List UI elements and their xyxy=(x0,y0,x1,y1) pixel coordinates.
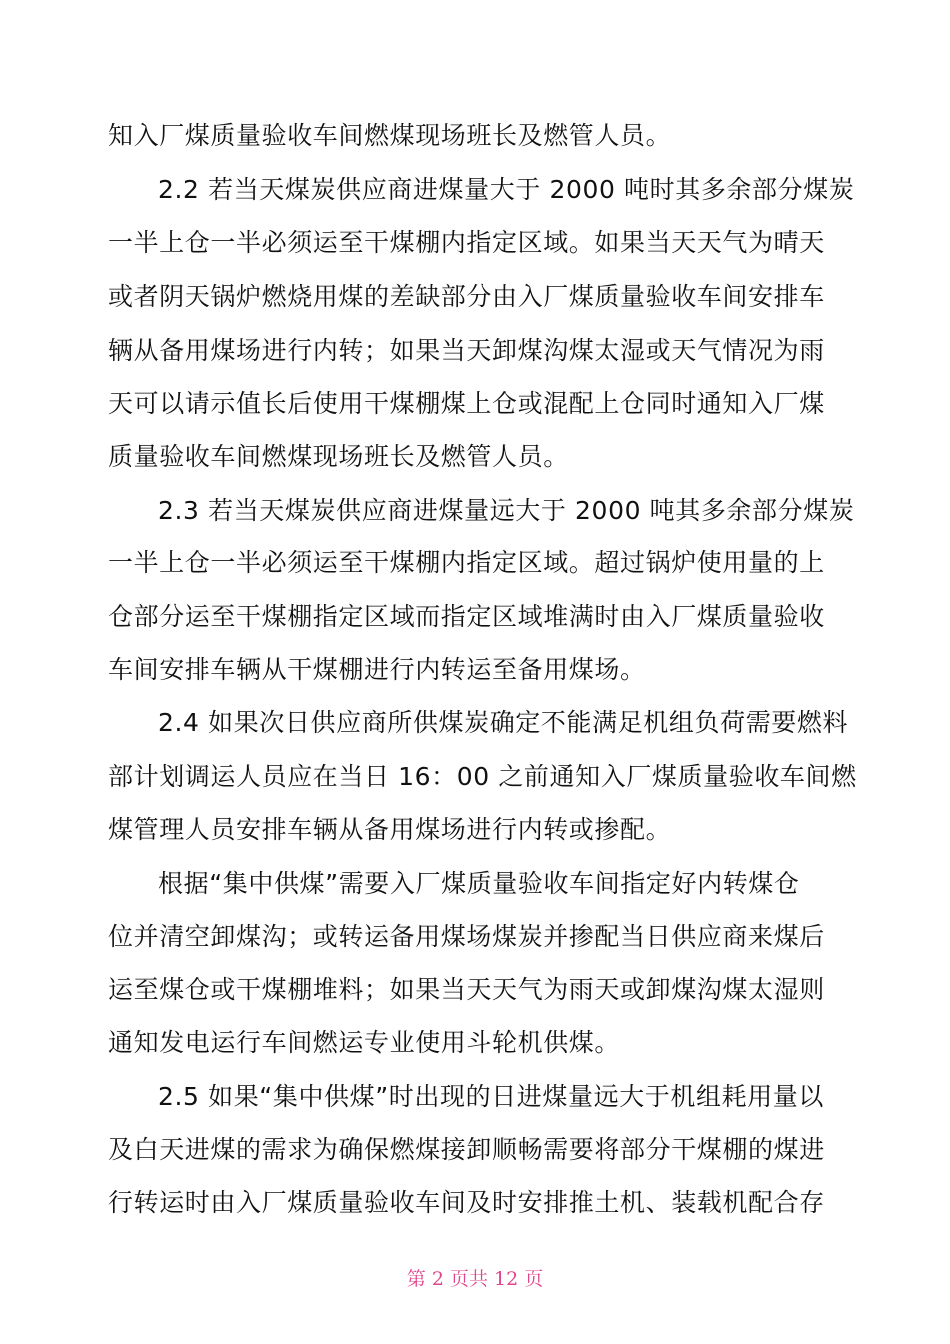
text-line: 根据“集中供煤”需要入厂煤质量验收车间指定好内转煤仓 xyxy=(158,869,800,898)
text-line: 2.2 若当天煤炭供应商进煤量大于 2000 吨时其多余部分煤炭 xyxy=(158,175,855,204)
text-line: 煤管理人员安排车辆从备用煤场进行内转或掺配。 xyxy=(108,815,672,844)
text-line: 车间安排车辆从干煤棚进行内转运至备用煤场。 xyxy=(108,655,646,684)
text-line: 及白天进煤的需求为确保燃煤接卸顺畅需要将部分干煤棚的煤进 xyxy=(108,1135,825,1164)
text-line: 行转运时由入厂煤质量验收车间及时安排推土机、装载机配合存 xyxy=(108,1188,825,1217)
text-line: 知入厂煤质量验收车间燃煤现场班长及燃管人员。 xyxy=(108,121,672,150)
text-line: 一半上仓一半必须运至干煤棚内指定区域。超过锅炉使用量的上 xyxy=(108,548,825,577)
text-line: 2.4 如果次日供应商所供煤炭确定不能满足机组负荷需要燃料 xyxy=(158,708,849,737)
text-line: 通知发电运行车间燃运专业使用斗轮机供煤。 xyxy=(108,1028,621,1057)
text-line: 部计划调运人员应在当日 16：00 之前通知入厂煤质量验收车间燃 xyxy=(108,762,857,791)
text-line: 质量验收车间燃煤现场班长及燃管人员。 xyxy=(108,442,569,471)
page-number-footer: 第 2 页共 12 页 xyxy=(406,1268,544,1290)
text-line: 运至煤仓或干煤棚堆料；如果当天天气为雨天或卸煤沟煤太湿则 xyxy=(108,975,825,1004)
text-line: 2.5 如果“集中供煤”时出现的日进煤量远大于机组耗用量以 xyxy=(158,1082,825,1111)
text-line: 2.3 若当天煤炭供应商进煤量远大于 2000 吨其多余部分煤炭 xyxy=(158,496,855,525)
text-line: 或者阴天锅炉燃烧用煤的差缺部分由入厂煤质量验收车间安排车 xyxy=(108,282,825,311)
text-line: 仓部分运至干煤棚指定区域而指定区域堆满时由入厂煤质量验收 xyxy=(108,602,825,631)
text-line: 位并清空卸煤沟；或转运备用煤场煤炭并掺配当日供应商来煤后 xyxy=(108,922,825,951)
text-line: 天可以请示值长后使用干煤棚煤上仓或混配上仓同时通知入厂煤 xyxy=(108,389,825,418)
text-line: 一半上仓一半必须运至干煤棚内指定区域。如果当天天气为晴天 xyxy=(108,228,825,257)
text-line: 辆从备用煤场进行内转；如果当天卸煤沟煤太湿或天气情况为雨 xyxy=(108,336,825,365)
